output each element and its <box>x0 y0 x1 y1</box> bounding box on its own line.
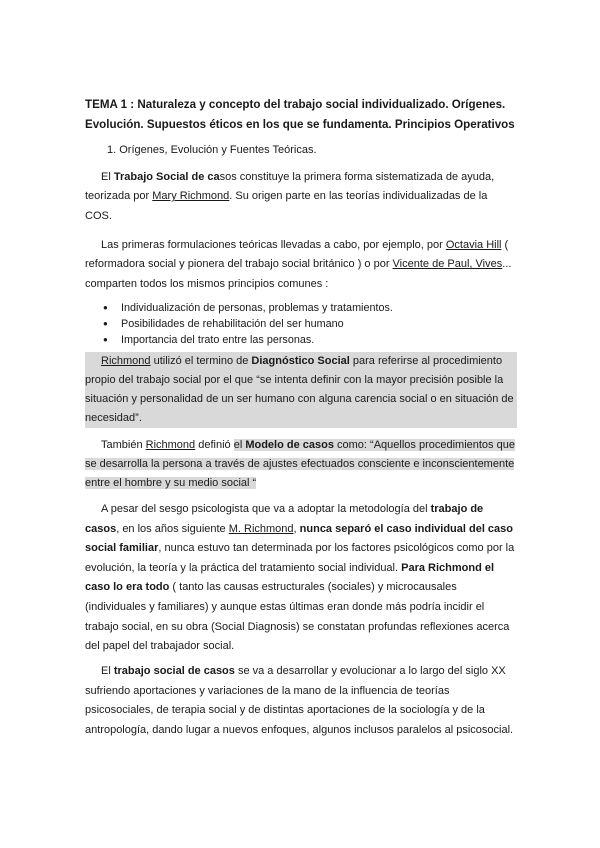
bold-text: nunca separó el caso individual del caso social familiar <box>85 522 514 555</box>
text: , <box>293 522 300 535</box>
text: También <box>101 439 146 451</box>
text: como: “Aquellos procedimientos que se desarrolla la persona a través de ajustes efectuados consciente e inconscientemente entre el hombre y su medio social “ <box>85 439 515 489</box>
text: ( tanto las causas estructurales (sociales) y microcausales (individuales y familiares) y aunque estas últimas eran donde más podría incidir el trabajo social, en su obra (Social Diagnosis) se constatan profundas reflexiones acerca del papel del trabajador social. <box>85 581 510 653</box>
text: . Su origen parte en las teorías individualizadas de la COS. <box>85 190 488 222</box>
link-vicente-de-paul[interactable]: Vicente de Paul, Vives <box>392 258 503 271</box>
bold-text: trabajo social de casos <box>113 665 235 677</box>
list-item: ● Importancia del trato entre las personas. <box>85 332 393 348</box>
paragraph-4 <box>85 436 517 493</box>
link-richmond[interactable]: Richmond <box>101 355 151 367</box>
text: , en los años siguiente <box>116 522 229 535</box>
text: sos constituye la primera forma sistematizada de ayuda, teorizada por <box>85 171 495 203</box>
paragraph-1 <box>85 168 517 226</box>
paragraph-5 <box>85 500 517 657</box>
bold-text: Trabajo Social de ca <box>113 171 220 183</box>
text: se va a desarrollar y evolucionar a lo largo del siglo XX sufriendo aportaciones y variaciones de la mano de la influencia de teorías psicosociales, de terapia social y de distintas aportaciones de la sociología y de la antropología, dando lugar a nuevos enfoques, algunos inclusos paralelos al psicosocial. <box>85 665 514 736</box>
bold-text: trabajo de casos <box>85 503 484 535</box>
text: A pesar del sesgo psicologista que va a adoptar la metodología del <box>101 503 431 515</box>
text: el <box>233 439 246 451</box>
paragraph-2 <box>85 236 517 294</box>
link-m-richmond[interactable]: M. Richmond <box>228 522 294 535</box>
title-line-1: TEMA 1 : Naturaleza y concepto del trabajo social individualizado. Orígenes. <box>85 98 506 111</box>
section-heading: 1. Orígenes, Evolución y Fuentes Teóricas. <box>107 144 317 156</box>
text: ... comparten todos los mismos principios comunes : <box>85 258 512 290</box>
text: , nunca estuvo tan determinada por los factores psicológicos como por la evolución, la teoría y la práctica del tratamiento social individual. <box>85 542 515 574</box>
paragraph-3 <box>85 352 517 428</box>
paragraph-6 <box>85 662 517 740</box>
text: El <box>101 171 114 183</box>
text: para referirse al procedimiento propio del trabajo social por el que “se intenta definir con la mayor precisión posible la situación y personalidad de un ser humano con alguna carencia social o en situación de necesidad”. <box>85 355 514 424</box>
bold-text: Para Richmond el caso lo era todo <box>85 561 495 594</box>
page-title <box>85 95 525 135</box>
link-richmond[interactable]: Richmond <box>145 439 196 451</box>
principles-list <box>85 300 393 348</box>
text: ( reformadora social y pionera del trabajo social británico ) o por <box>85 239 509 271</box>
list-item: ● Individualización de personas, problemas y tratamientos. <box>85 300 393 316</box>
link-octavia-hill[interactable]: Octavia Hill <box>445 239 502 251</box>
text: definió <box>195 439 234 451</box>
link-mary-richmond[interactable]: Mary Richmond <box>152 190 230 203</box>
text: Las primeras formulaciones teóricas llevadas a cabo, por ejemplo, por <box>101 239 446 251</box>
text: El <box>101 665 114 677</box>
bold-text: Diagnóstico Social <box>251 355 350 367</box>
text: utilizó el termino de <box>150 355 252 367</box>
bold-text: Modelo de casos <box>245 439 334 451</box>
list-item: ● Posibilidades de rehabilitación del ser humano <box>85 316 393 332</box>
title-line-2: Evolución. Supuestos éticos en los que se fundamenta. Principios Operativos <box>85 118 515 131</box>
